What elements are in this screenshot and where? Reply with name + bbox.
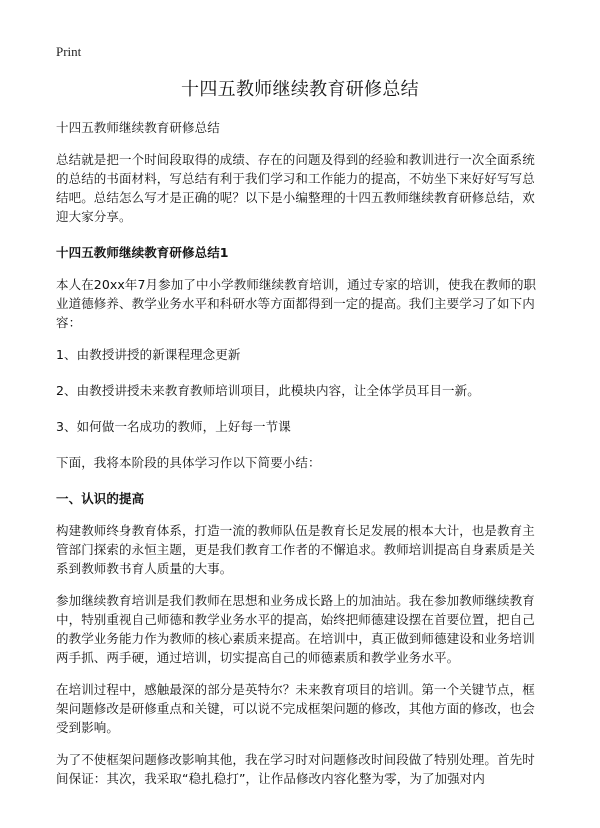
subheading: 一、认识的提高 [56,491,145,506]
document-subtitle: 十四五教师继续教育研修总结 [56,120,220,135]
page-title: 十四五教师继续教育研修总结 [181,79,419,100]
body-paragraph: 在培训过程中，感触最深的部分是英特尔？未来教育项目的培训。第一个关键节点，框架问题修改是研修重点和关键，可以说不完成框架问题的修改，其他方面的修改，也会受到影响。 [56,682,535,735]
intro-paragraph: 总结就是把一个时间段取得的成绩、存在的问题及得到的经验和教训进行一次全面系统的总结的书面材料，写总结有利于我们学习和工作能力的提高，不妨坐下来好好写写总结吧。总结怎么写才是正确的呢？以下是小编整理的十四五教师继续教育研修总结，欢迎大家分享。 [56,152,535,224]
document-body [56,118,546,801]
body-paragraph: 为了不使框架问题修改影响其他，我在学习时对问题修改时间段做了特别处理。首先时间保证：其次，我采取“稳扎稳打”，让作品修改内容化整为零，为了加强对内 [56,752,535,786]
list-item: 3、如何做一名成功的教师，上好每一节课 [56,419,291,434]
list-item: 1、由教授讲授的新课程理念更新 [56,347,241,362]
list-item: 2、由教授讲授未来教育教师培训项目，此模块内容，让全体学员耳目一新。 [56,383,480,398]
section-title: 十四五教师继续教育研修总结1 [56,245,229,260]
body-paragraph: 参加继续教育培训是我们教师在思想和业务成长路上的加油站。我在参加教师继续教育中，特别重视自己师德和教学业务水平的提高，始终把师德建设摆在首要位置，把自己的教学业务能力作为教师的核心素质来提高。在培训中，真正做到师德建设和业务培训两手抓、两手硬，通过培训，切实提高自己的师德素质和教学业务水平。 [56,593,535,665]
body-paragraph: 构建教师终身教育体系，打造一流的教师队伍是教育长足发展的根本大计，也是教育主管部门探索的永恒主题，更是我们教育工作者的不懈追求。教师培训提高自身素质是关系到教师教书育人质量的大事。 [56,523,535,576]
section-intro-paragraph: 本人在20xx年7月参加了中小学教师继续教育培训，通过专家的培训，使我在教师的职业道德修养、教学业务水平和科研水等方面都得到一定的提高。我们主要学习了如下内容： [56,277,537,330]
summary-intro: 下面，我将本阶段的具体学习作以下简要小结： [56,455,321,470]
print-link[interactable]: Print [56,44,82,59]
